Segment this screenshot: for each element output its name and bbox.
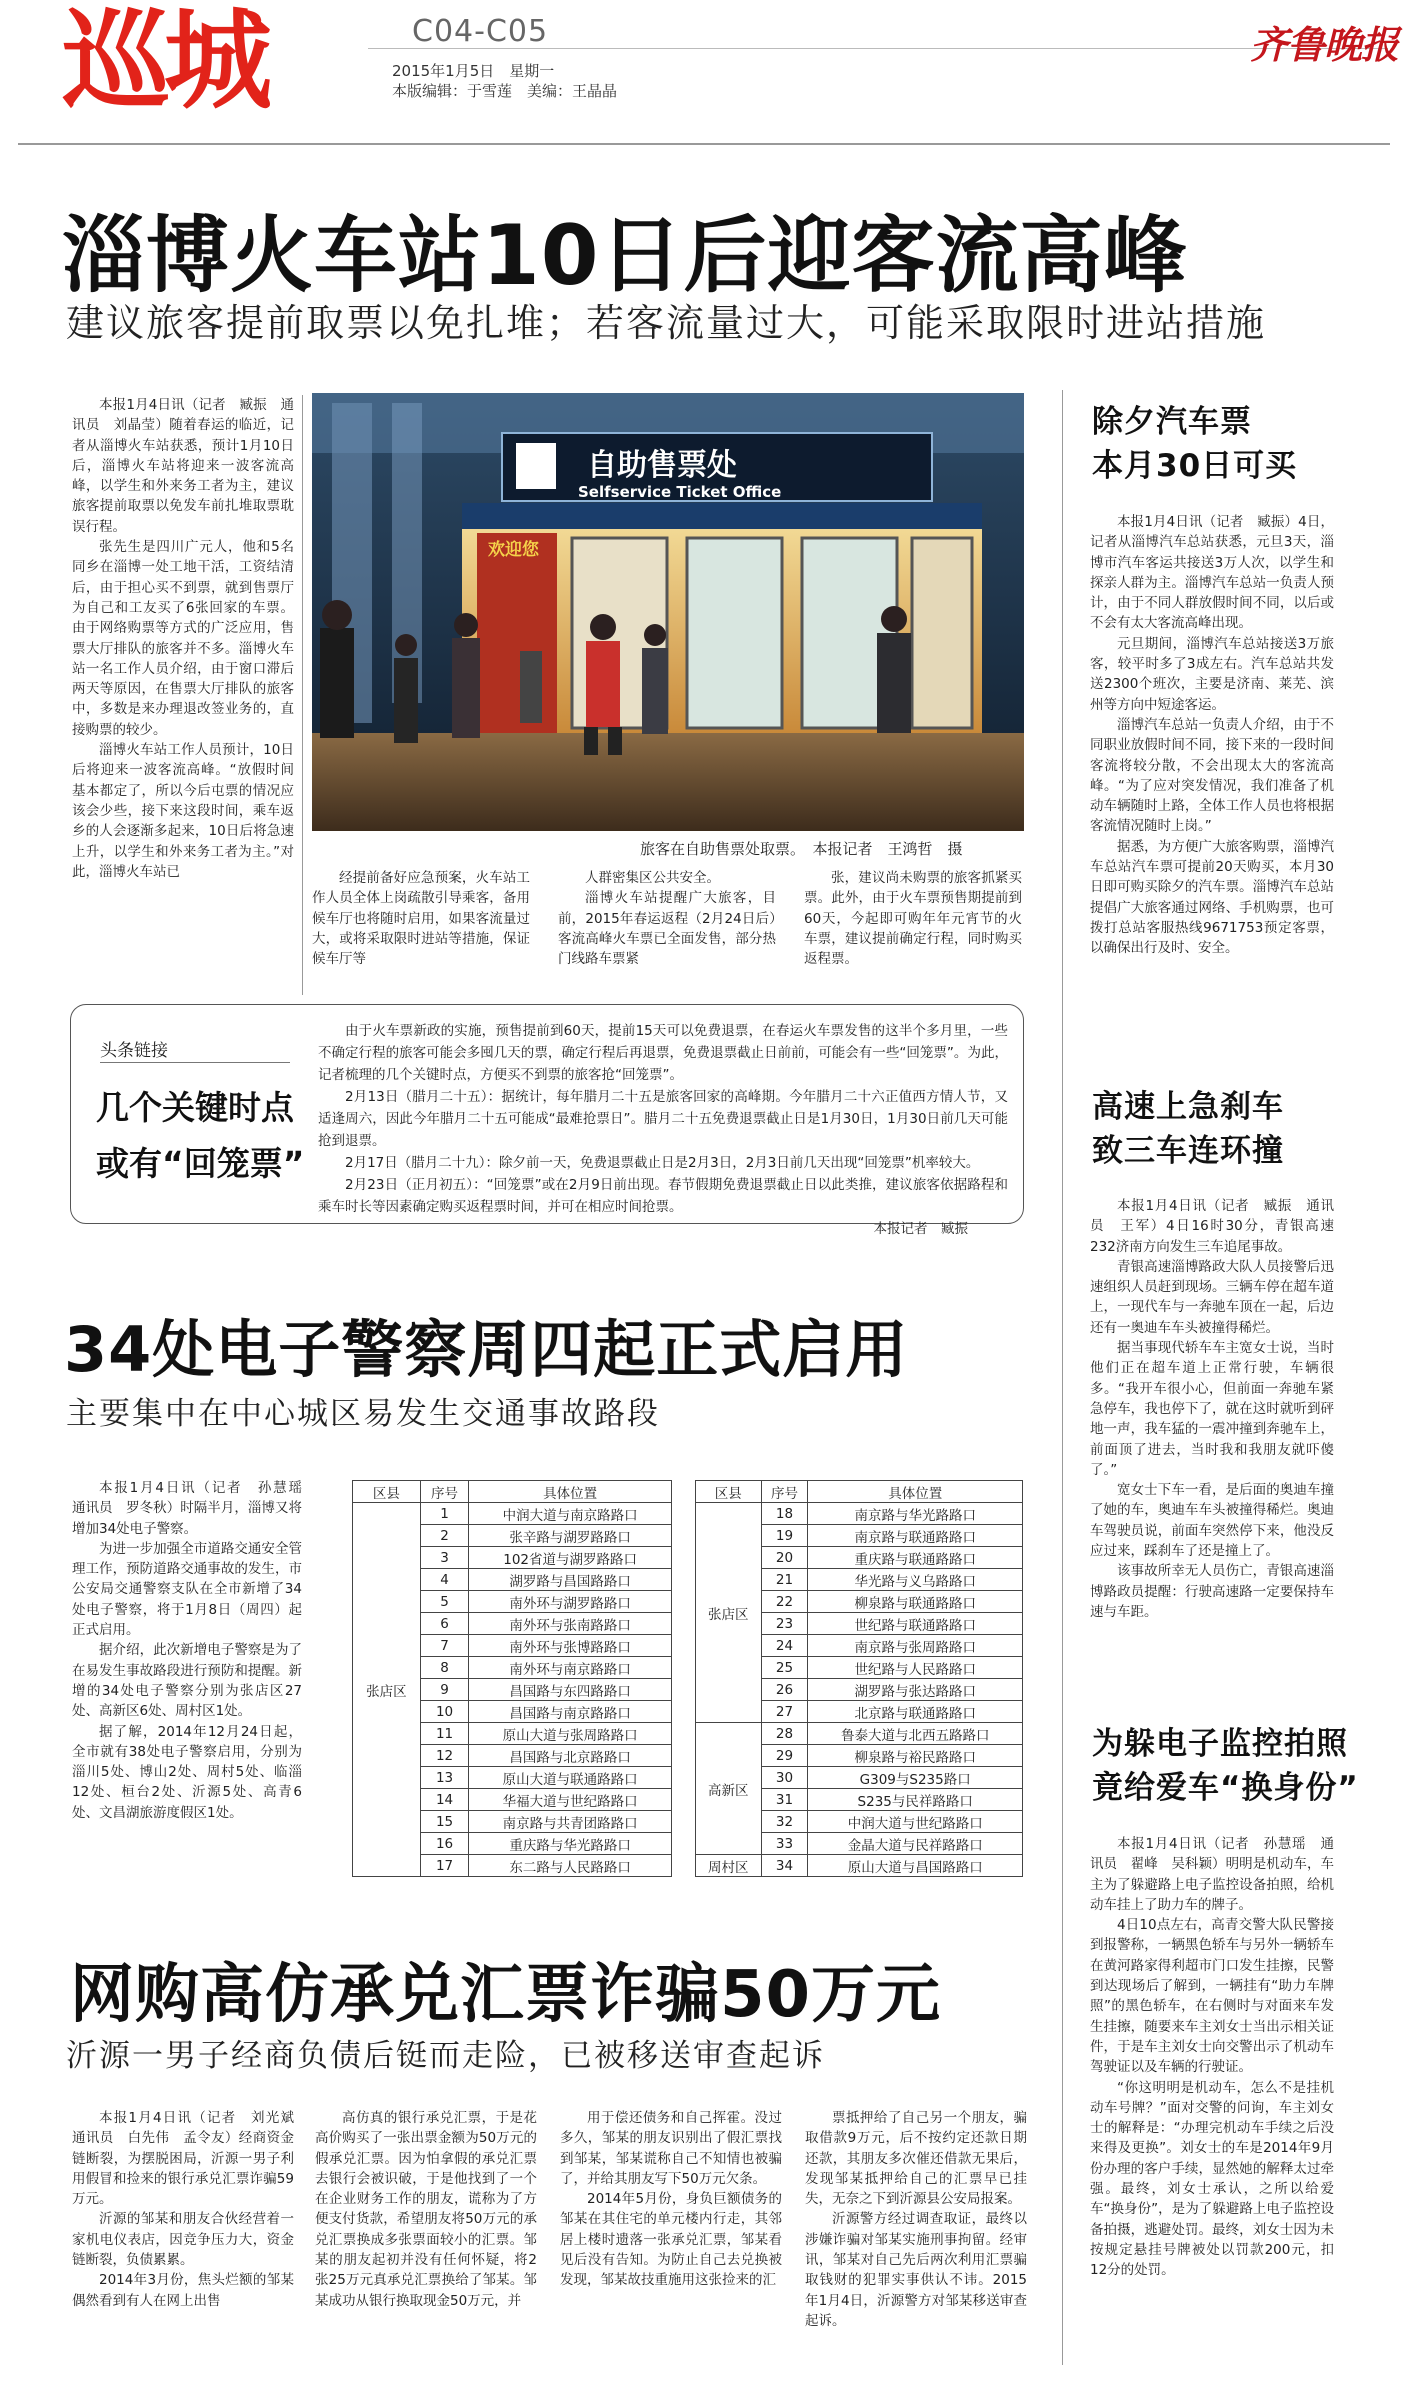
table-header-cell: 具体位置 — [469, 1481, 672, 1503]
number-cell: 20 — [761, 1547, 808, 1569]
location-cell: 柳泉路与联通路路口 — [808, 1591, 1023, 1613]
link-title-line: 或有“回笼票” — [96, 1144, 305, 1183]
number-cell: 16 — [420, 1833, 469, 1855]
paragraph: 2月23日（正月初五）：“回笼票”或在2月9日前出现。春节假期免费退票截止日以此类推，建议旅客依据路程和乘车时长等因素确定购买返程票时间，并可在相应时间抢票。 — [318, 1177, 1008, 1215]
paragraph: 2月13日（腊月二十五）：据统计，每年腊月二十五是旅客回家的高峰期。今年腊月二十六正值西方情人节，又适逢周六，因此今年腊月二十五可能成“最难抢票日”。腊月二十五免费退票截止日是1月30日，1月30日前几天可能抢到退票。 — [318, 1089, 1008, 1149]
number-cell: 13 — [420, 1767, 469, 1789]
link-box-title — [96, 1080, 304, 1192]
location-cell: 中润大道与南京路路口 — [469, 1503, 672, 1525]
location-cell: 北京路与联通路路口 — [808, 1701, 1023, 1723]
police-table-right — [695, 1480, 1023, 1877]
table-header-cell: 序号 — [761, 1481, 808, 1503]
number-cell: 12 — [420, 1745, 469, 1767]
district-cell: 张店区 — [353, 1503, 421, 1877]
paragraph: 据当事现代轿车车主宽女士说，当时他们正在超车道上正常行驶，车辆很多。“我开车很小心，但前面一奔驰车紧急停车，我也停下了，就在这时就听到砰地一声，我车猛的一震冲撞到奔驰车上，前面顶了进去，当时我和我朋友就吓傻了。” — [1090, 1340, 1334, 1478]
paragraph: “你这明明是机动车，怎么不是挂机动车号牌？”面对交警的问询，车主刘女士的解释是：“办理完机动车手续之后没来得及更换”。刘女士的车是2014年9月份办理的客户手续，显然她的解释太过牵强。最终，刘女士承认，之所以给爱车“换身份”，是为了躲避路上电子监控设备拍摄，逃避处罚。最终，刘女士因为未按规定悬挂号牌被处以罚款200元，扣12分的处罚。 — [1090, 2079, 1334, 2279]
number-cell: 17 — [420, 1855, 469, 1877]
paragraph: 张先生是四川广元人，他和5名同乡在淄博一处工地干活，工资结清后，由于担心买不到票，就到售票厅为自己和工友买了6张回家的车票。由于网络购票等方式的广泛应用，售票大厅排队的旅客并不多。淄博火车站一名工作人员介绍，由于窗口滞后两天等原因，在售票大厅排队的旅客中，多数是来办理退改签业务的，直接购票的较少。 — [72, 539, 294, 738]
photo-caption: 旅客在自助售票处取票。 本报记者 王鸿哲 摄 — [640, 840, 963, 858]
number-cell: 21 — [761, 1569, 808, 1591]
number-cell: 26 — [761, 1679, 808, 1701]
number-cell: 2 — [420, 1525, 469, 1547]
paragraph: 本报1月4日讯（记者 孙慧瑶 通讯员 翟峰 吴科颖）明明是机动车，车主为了躲避路上电子监控设备拍照，给机动车挂上了助力车的牌子。 — [1090, 1836, 1334, 1913]
table-row — [696, 1503, 1023, 1525]
location-cell: 金晶大道与民祥路路口 — [808, 1833, 1023, 1855]
paragraph: 由于火车票新政的实施，预售提前到60天，提前15天可以免费退票，在春运火车票发售的这半个多月里，一些不确定行程的旅客可能会多囤几天的票，确定行程后再退票，免费退票截止日前前，可能会有一些“回笼票”。为此，记者梳理的几个关键时点，方便买不到票的旅客抢“回笼票”。 — [318, 1023, 1008, 1083]
paragraph: 4日10点左右，高青交警大队民警接到报警称，一辆黑色轿车与另外一辆轿车在黄河路家得利超市门口发生挂擦，民警到达现场后了解到，一辆挂有“助力车牌照”的黑色轿车，在右侧时与对面来车发生挂擦，随要来车主刘女士当出示相关证件，于是车主刘女士向交警出示了机动车驾驶证以及车辆的行驶证。 — [1090, 1917, 1334, 2076]
number-cell: 28 — [761, 1723, 808, 1745]
table-row — [353, 1503, 672, 1525]
side-headline-line: 本月30日可买 — [1092, 448, 1298, 484]
district-cell: 周村区 — [696, 1855, 762, 1877]
newspaper-logo: 齐鲁晚报 — [1250, 22, 1399, 67]
table-header-cell: 具体位置 — [808, 1481, 1023, 1503]
side1-headline — [1092, 400, 1297, 488]
fraud-column-1 — [72, 2108, 308, 2368]
number-cell: 24 — [761, 1635, 808, 1657]
location-cell: 102省道与湖罗路路口 — [469, 1547, 672, 1569]
number-cell: 5 — [420, 1591, 469, 1613]
fraud-column-2 — [315, 2108, 537, 2368]
lead-column-2 — [312, 868, 530, 996]
fraud-column-3 — [560, 2108, 782, 2368]
side-headline-line: 致三车连环撞 — [1092, 1133, 1284, 1169]
number-cell: 33 — [761, 1833, 808, 1855]
location-cell: 鲁泰大道与北西五路路口 — [808, 1723, 1023, 1745]
issue-date: 2015年1月5日 星期一 — [392, 62, 555, 80]
lead-column-4 — [804, 868, 1022, 996]
photo-sign-cn: 自助售票处 — [587, 448, 737, 483]
paragraph: 淄博火车站工作人员预计，10日后将迎来一波客流高峰。“放假时间基本都定了，所以今后屯票的情况应该会少些，接下来这段时间，乘车返乡的人会逐渐多起来，10日后将急速上升，以学生和外来务工者为主。”对此，淄博火车站已 — [72, 742, 294, 880]
paragraph: 2014年3月份，焦头烂额的邹某偶然看到有人在网上出售 — [72, 2272, 294, 2309]
page-range: C04-C05 — [412, 14, 549, 49]
number-cell: 29 — [761, 1745, 808, 1767]
district-cell: 高新区 — [696, 1723, 762, 1855]
section-title: 巡城 — [62, 0, 267, 124]
paragraph: 淄博汽车总站一负责人介绍，由于不同职业放假时间不同，接下来的一段时间客流将较分散，不会出现太大的客流高峰。“为了应对突发情况，我们准备了机动车辆随时上路，全体工作人员也将根据客流情况随时上岗。” — [1090, 716, 1334, 835]
paragraph: 元旦期间，淄博汽车总站接送3万旅客，较平时多了3成左右。汽车总站共发送2300个班次，主要是济南、莱芜、滨州等方向中短途客运。 — [1090, 635, 1334, 713]
location-cell: 华光路与义乌路路口 — [808, 1569, 1023, 1591]
lead-column-3 — [558, 868, 776, 996]
paragraph: 据了解，2014年12月24日起，全市就有38处电子警察启用，分别为淄川5处、博山2处、周村5处、临淄12处、桓台2处、沂源5处、高青6处、文昌湖旅游度假区1处。 — [72, 1723, 302, 1821]
station-photo-illustration — [312, 393, 1024, 831]
location-cell: 昌国路与南京路路口 — [469, 1701, 672, 1723]
side1-text — [1090, 512, 1334, 1032]
location-cell: S235与民祥路路口 — [808, 1789, 1023, 1811]
number-cell: 30 — [761, 1767, 808, 1789]
table-header-cell: 序号 — [420, 1481, 469, 1503]
paragraph: 为进一步加强全市道路交通安全管理工作，预防道路交通事故的发生，市公安局交通警察支队在全市新增了34处电子警察，将于1月8日（周四）起正式启用。 — [72, 1540, 302, 1639]
location-cell: 重庆路与华光路路口 — [469, 1833, 672, 1855]
location-cell: 重庆路与联通路路口 — [808, 1547, 1023, 1569]
paragraph: 宽女士下车一看，是后面的奥迪车撞了她的车，奥迪车车头被撞得稀烂。奥迪车驾驶员说，前面车突然停下来，他没反应过来，踩刹车了还是撞上了。 — [1090, 1482, 1334, 1560]
police-subheadline: 主要集中在中心城区易发生交通事故路段 — [66, 1396, 660, 1432]
paragraph: 张，建议尚未购票的旅客抓紧买票。此外，由于火车票预售期提前到60天，今起即可购年年元宵节的火车票，建议提前确定行程，同时购买返程票。 — [804, 870, 1022, 968]
side2-text — [1090, 1196, 1334, 1678]
link-box-text — [318, 1020, 1008, 1240]
police-headline: 34处电子警察周四起正式启用 — [64, 1313, 909, 1386]
district-cell: 张店区 — [696, 1503, 762, 1723]
table-header-cell: 区县 — [696, 1481, 762, 1503]
location-cell: 南外环与张博路路口 — [469, 1635, 672, 1657]
paragraph: 2014年5月份，身负巨额债务的邹某在其住宅的单元楼内行走，其邻居上楼时遗落一张承兑汇票，邹某看见后没有告知。为防止自己去兑换被发现，邹某故技重施用这张捡来的汇 — [560, 2191, 782, 2289]
paragraph: 沂源的邹某和朋友合伙经营着一家机电仪表店，因竞争压力大，资金链断裂，负债累累。 — [72, 2211, 294, 2269]
paragraph: 本报1月4日讯（记者 孙慧瑶 通讯员 罗冬秋）时隔半月，淄博又将增加34处电子警察。 — [72, 1480, 316, 1537]
paragraph: 票抵押给了自己另一个朋友，骗取借款9万元，后不按约定还款日期还款，其朋友多次催还借款无果后，发现邹某抵押给自己的汇票早已挂失，无奈之下到沂源县公安局报案。 — [805, 2110, 1027, 2208]
location-cell: 湖罗路与张达路路口 — [808, 1679, 1023, 1701]
location-cell: 昌国路与东四路路口 — [469, 1679, 672, 1701]
paragraph: 青银高速淄博路政大队人员接警后迅速组织人员赶到现场。三辆车停在超车道上，一现代车与一奔驰车顶在一起，后边还有一奥迪车车头被撞得稀烂。 — [1090, 1258, 1334, 1336]
location-cell: 南京路与共青团路路口 — [469, 1811, 672, 1833]
paragraph: 本报1月4日讯（记者 臧振 通讯员 刘晶莹）随着春运的临近，记者从淄博火车站获悉，预计1月10日后，淄博火车站将迎来一波客流高峰，以学生和外来务工者为主，建议旅客提前取票以免发车前扎堆取票耽误行程。 — [72, 397, 294, 535]
table-row — [696, 1855, 1023, 1877]
location-cell: G309与S235路口 — [808, 1767, 1023, 1789]
paragraph: 该事故所幸无人员伤亡，青银高速淄博路政员提醒：行驶高速路一定要保持车速与车距。 — [1090, 1563, 1334, 1620]
table-header-row — [353, 1481, 672, 1503]
paragraph: 2月17日（腊月二十九）：除夕前一天，免费退票截止日是2月3日，2月3日前几天出现“回笼票”机率较大。 — [345, 1155, 980, 1171]
paragraph: 用于偿还债务和自己挥霍。没过多久，邹某的朋友识别出了假汇票找到邹某，邹某谎称自己不知情也被骗了，并给其朋友写下50万元欠条。 — [560, 2110, 782, 2187]
paragraph: 本报1月4日讯（记者 刘光斌 通讯员 白先伟 孟令友）经商资金链断裂，为摆脱困局，沂源一男子利用假冒和捡来的银行承兑汇票诈骗59万元。 — [72, 2110, 308, 2208]
header-rule — [18, 143, 1390, 145]
location-cell: 中润大道与世纪路路口 — [808, 1811, 1023, 1833]
number-cell: 10 — [420, 1701, 469, 1723]
police-text — [72, 1478, 316, 1898]
number-cell: 32 — [761, 1811, 808, 1833]
location-cell: 南外环与南京路路口 — [469, 1657, 672, 1679]
paragraph: 高仿真的银行承兑汇票，于是花高价购买了一张出票金额为50万元的假承兑汇票。因为怕拿假的承兑汇票去银行会被识破，于是他找到了一个在企业财务工作的朋友，谎称为了方便支付货款，希望朋友将50万元的承兑汇票换成多张票面较小的汇票。邹某的朋友起初并没有任何怀疑，将2张25万元真承兑汇票换给了邹某。邹某成功从银行换取现金50万元，并 — [315, 2110, 537, 2309]
photo-sign-en: Selfservice Ticket Office — [578, 483, 782, 501]
station-photo — [312, 393, 1024, 831]
link-box-label: 头条链接 — [100, 1041, 168, 1061]
location-cell: 南外环与张南路路口 — [469, 1613, 672, 1635]
number-cell: 23 — [761, 1613, 808, 1635]
fraud-subheadline: 沂源一男子经商负债后铤而走险，已被移送审查起诉 — [66, 2038, 825, 2074]
location-cell: 南京路与联通路路口 — [808, 1525, 1023, 1547]
number-cell: 15 — [420, 1811, 469, 1833]
paragraph: 本报1月4日讯（记者 臧振 通讯员 王军）4日16时30分，青银高速232济南方向发生三车追尾事故。 — [1090, 1198, 1334, 1255]
number-cell: 25 — [761, 1657, 808, 1679]
table-header-row — [696, 1481, 1023, 1503]
location-cell: 昌国路与北京路路口 — [469, 1745, 672, 1767]
fraud-headline: 网购高仿承兑汇票诈骗50万元 — [70, 1958, 942, 2032]
location-cell: 原山大道与张周路路口 — [469, 1723, 672, 1745]
right-rail-divider — [1062, 390, 1063, 2365]
number-cell: 8 — [420, 1657, 469, 1679]
location-cell: 东二路与人民路路口 — [469, 1855, 672, 1877]
location-cell: 南京路与华光路路口 — [808, 1503, 1023, 1525]
paragraph: 据介绍，此次新增电子警察是为了在易发生事故路段进行预防和提醒。新增的34处电子警察分别为张店区27处、高新区6处、周村区1处。 — [72, 1642, 302, 1720]
number-cell: 18 — [761, 1503, 808, 1525]
location-cell: 华福大道与世纪路路口 — [469, 1789, 672, 1811]
number-cell: 7 — [420, 1635, 469, 1657]
location-cell: 原山大道与联通路路口 — [469, 1767, 672, 1789]
link-label-rule — [100, 1062, 290, 1063]
number-cell: 22 — [761, 1591, 808, 1613]
table-header-cell: 区县 — [353, 1481, 421, 1503]
table-row — [696, 1723, 1023, 1745]
location-cell: 柳泉路与裕民路路口 — [808, 1745, 1023, 1767]
number-cell: 11 — [420, 1723, 469, 1745]
link-title-line: 几个关键时点 — [96, 1088, 294, 1127]
location-cell: 世纪路与联通路路口 — [808, 1613, 1023, 1635]
editors-line: 本版编辑：于雪莲 美编：王晶晶 — [392, 82, 618, 100]
number-cell: 34 — [761, 1855, 808, 1877]
side-headline-line: 竟给爱车“换身份” — [1092, 1770, 1359, 1806]
number-cell: 27 — [761, 1701, 808, 1723]
location-cell: 湖罗路与昌国路路口 — [469, 1569, 672, 1591]
side-headline-line: 为躲电子监控拍照 — [1092, 1726, 1348, 1762]
number-cell: 9 — [420, 1679, 469, 1701]
number-cell: 19 — [761, 1525, 808, 1547]
paragraph: 沂源警方经过调查取证，最终以涉嫌诈骗对邹某实施刑事拘留。经审讯，邹某对自己先后两次利用汇票骗取钱财的犯罪实事供认不讳。2015年1月4日，沂源警方对邹某移送审查起诉。 — [805, 2211, 1027, 2329]
side-headline-line: 高速上急刹车 — [1092, 1089, 1284, 1125]
column-divider — [302, 395, 303, 995]
number-cell: 1 — [420, 1503, 469, 1525]
paragraph: 据悉，为方便广大旅客购票，淄博汽车总站汽车票可提前20天购买，本月30日即可购买除夕的汽车票。淄博汽车总站提倡广大旅客通过网络、手机购票，也可拨打总站客服热线9671753预定客票，以确保出行及时、安全。 — [1090, 838, 1334, 957]
police-table-left — [352, 1480, 672, 1877]
location-cell: 原山大道与昌国路路口 — [808, 1855, 1023, 1877]
location-cell: 张辛路与湖罗路路口 — [469, 1525, 672, 1547]
lead-subheadline: 建议旅客提前取票以免扎堆；若客流量过大，可能采取限时进站措施 — [66, 301, 1267, 345]
location-cell: 世纪路与人民路路口 — [808, 1657, 1023, 1679]
location-cell: 南京路与张周路路口 — [808, 1635, 1023, 1657]
side3-text — [1090, 1834, 1334, 2374]
side2-headline — [1092, 1085, 1284, 1173]
number-cell: 14 — [420, 1789, 469, 1811]
lead-column-1 — [72, 395, 294, 1015]
paragraph: 淄博火车站提醒广大旅客，目前，2015年春运返程（2月24日后）客流高峰火车票已全面发售，部分热门线路车票紧 — [558, 890, 776, 968]
photo-banner: 欢迎您 — [488, 540, 539, 560]
fraud-column-4 — [805, 2108, 1027, 2368]
lead-headline: 淄博火车站10日后迎客流高峰 — [62, 207, 1188, 304]
side3-headline — [1092, 1722, 1359, 1810]
side-headline-line: 除夕汽车票 — [1092, 404, 1252, 440]
number-cell: 6 — [420, 1613, 469, 1635]
number-cell: 3 — [420, 1547, 469, 1569]
paragraph: 人群密集区公共安全。 — [585, 870, 720, 886]
paragraph: 本报1月4日讯（记者 臧振）4日，记者从淄博汽车总站获悉，元旦3天，淄博市汽车客运共接送3万人次，以学生和探亲人群为主。淄博汽车总站一负责人预计，由于不同人群放假时间不同，以后或不会有太大客流高峰出现。 — [1090, 514, 1334, 632]
byline: 本报记者 臧振 — [873, 1221, 968, 1237]
paragraph: 经提前备好应急预案，火车站工作人员全体上岗疏散引导乘客，备用候车厅也将随时启用，如果客流量过大，或将采取限时进站等措施，保证候车厅等 — [312, 870, 530, 968]
number-cell: 31 — [761, 1789, 808, 1811]
location-cell: 南外环与湖罗路路口 — [469, 1591, 672, 1613]
number-cell: 4 — [420, 1569, 469, 1591]
